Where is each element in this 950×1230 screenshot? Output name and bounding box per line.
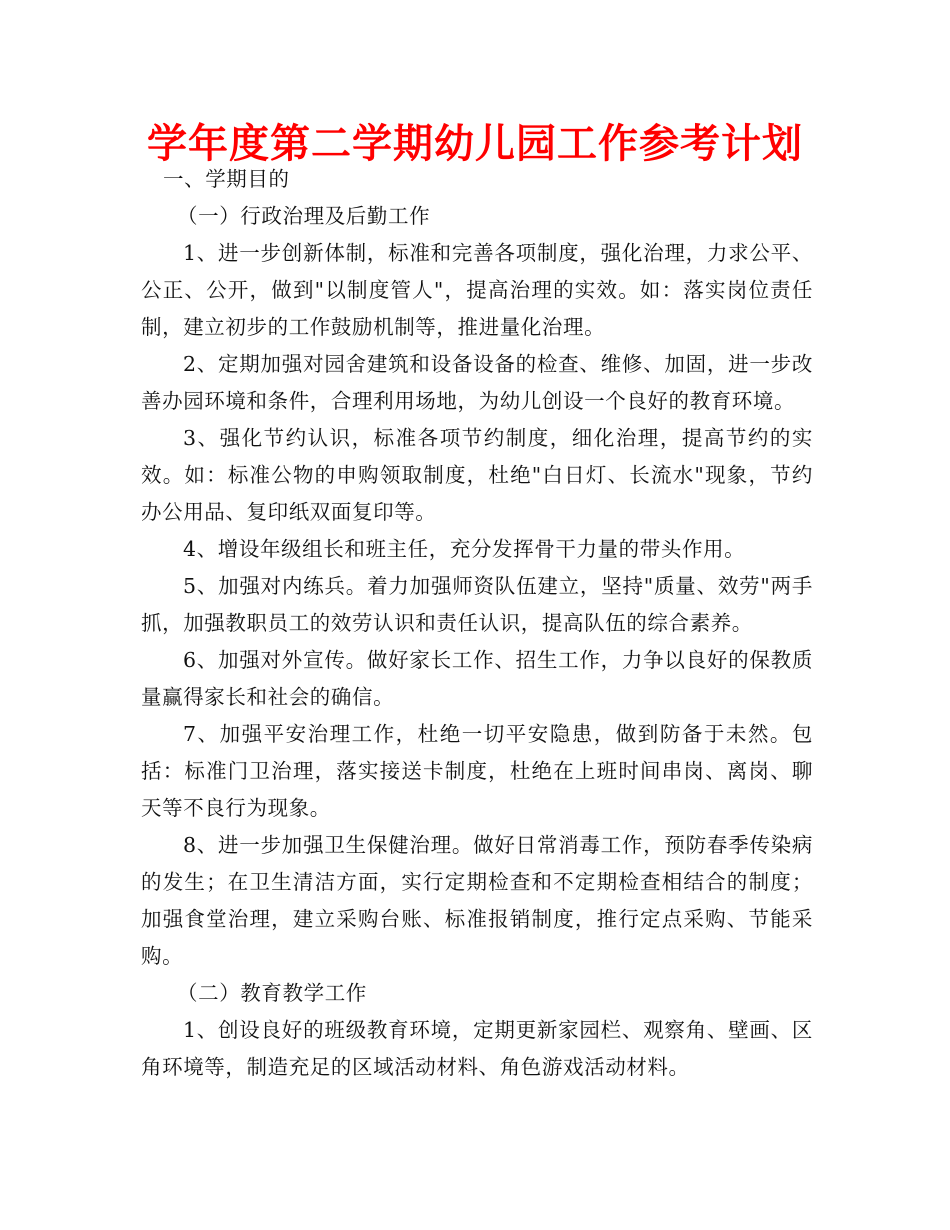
section-heading: 一、学期目的 bbox=[163, 167, 290, 191]
document-title: 学年度第二学期幼儿园工作参考计划 bbox=[147, 121, 803, 167]
admin-paragraph: 3、强化节约认识，标准各项节约制度，细化治理，提高节约的实效。如：标准公物的申购领取制度，杜绝"白日灯、长流水"现象，节约办公用品、复印纸双面复印等。 bbox=[141, 426, 813, 524]
document-body bbox=[141, 161, 813, 1086]
admin-paragraph: 1、进一步创新体制，标准和完善各项制度，强化治理，力求公平、公正、公开，做到"以制度管人"，提高治理的实效。如：落实岗位责任制，建立初步的工作鼓励机制等，推进量化治理。 bbox=[141, 241, 813, 339]
subsection-heading: （二）教育教学工作 bbox=[177, 981, 367, 1005]
admin-paragraph: 6、加强对外宣传。做好家长工作、招生工作，力争以良好的保教质量赢得家长和社会的确信。 bbox=[141, 648, 813, 709]
admin-paragraph: 4、增设年级组长和班主任，充分发挥骨干力量的带头作用。 bbox=[183, 537, 746, 561]
teaching-paragraph: 1、创设良好的班级教育环境，定期更新家园栏、观察角、壁画、区角环境等，制造充足的区域活动材料、角色游戏活动材料。 bbox=[141, 1018, 813, 1079]
subsection-heading: （一）行政治理及后勤工作 bbox=[177, 204, 431, 228]
admin-paragraph: 7、加强平安治理工作，杜绝一切平安隐患，做到防备于未然。包括：标准门卫治理，落实接送卡制度，杜绝在上班时间串岗、离岗、聊天等不良行为现象。 bbox=[141, 722, 813, 820]
admin-paragraph: 8、进一步加强卫生保健治理。做好日常消毒工作，预防春季传染病的发生；在卫生清洁方面，实行定期检查和不定期检查相结合的制度；加强食堂治理，建立采购台账、标准报销制度，推行定点采购、节能采购。 bbox=[141, 833, 813, 968]
admin-paragraph: 5、加强对内练兵。着力加强师资队伍建立，坚持"质量、效劳"两手抓，加强教职员工的效劳认识和责任认识，提高队伍的综合素养。 bbox=[141, 574, 813, 635]
admin-paragraph: 2、定期加强对园舍建筑和设备设备的检查、维修、加固，进一步改善办园环境和条件，合理利用场地，为幼儿创设一个良好的教育环境。 bbox=[141, 352, 813, 413]
